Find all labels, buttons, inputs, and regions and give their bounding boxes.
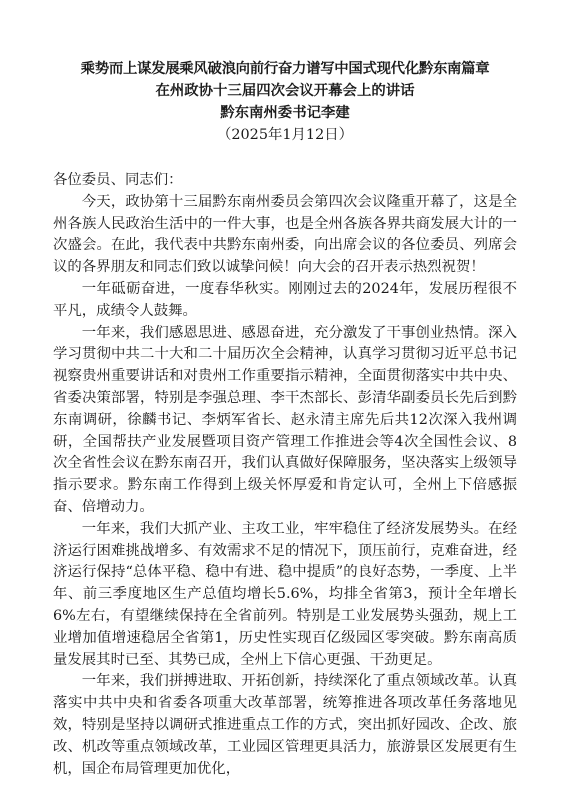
title-block [53,58,517,146]
paragraph: 一年砥砺奋进，一度春华秋实。刚刚过去的2024年，发展历程很不平凡，成绩令人鼓舞。 [53,280,517,319]
paragraph: 一年来，我们拼搏进取、开拓创新，持续深化了重点领域改革。认真落实中共中央和省委各项重大改革部署，统筹推进各项改革任务落地见效，特别是坚持以调研式推进重点工作的方式，突出抓好园改、企改、旅改、机改等重点领域改革，工业园区管理更具活力，旅游景区发展更有生机，国企布局管理更加优化， [53,673,517,777]
paragraph: 一年来，我们大抓产业、主攻工业，牢牢稳住了经济发展势头。在经济运行困难挑战增多、有效需求不足的情况下，顶压前行，克难奋进，经济运行保持“总体平稳、稳中有进、稳中提质”的良好态势，一季度、上半年、前三季度地区生产总值均增长5.6%，均排全省第3，预计全年增长6%左右，有望继续保持在全省前列。特别是工业发展势头强劲，规上工业增加值增速稳居全省第1，历史性实现百亿级园区零突破。黔东南高质量发展其时已至、其势已成，全州上下信心更强、干劲更足。 [53,520,517,668]
speaker-line: 黔东南州委书记李建 [220,104,350,121]
speech-subtitle: 在州政协十三届四次会议开幕会上的讲话 [155,82,415,99]
speech-title: 乘势而上谋发展乘风破浪向前行奋力谱写中国式现代化黔东南篇章 [80,60,490,77]
speech-body [53,170,517,780]
paragraph: 一年来，我们感恩思进、感恩奋进，充分激发了干事创业热情。深入学习贯彻中共二十大和二十届历次全会精神，认真学习贯彻习近平总书记视察贵州重要讲话和对贵州工作重要指示精神，全面贯彻落实中共中央、省委决策部署，特别是李强总理、李干杰部长、彭清华副委员长先后到黔东南调研，徐麟书记、李炳军省长、赵永清主席先后共12次深入我州调研，全国帮扶产业发展暨项目资产管理工作推进会等4次全国性会议、8次全省性会议在黔东南召开，我们认真做好保障服务，坚决落实上级领导指示要求。黔东南工作得到上级关怀厚爱和肯定认可，全州上下倍感振奋、倍增动力。 [53,324,517,515]
speech-date: （2025年1月12日） [216,127,354,143]
salutation: 各位委员、同志们： [53,172,183,188]
paragraph: 今天，政协第十三届黔东南州委员会第四次会议隆重开幕了，这是全州各族人民政治生活中的一件大事，也是全州各族各界共商发展大计的一次盛会。在此，我代表中共黔东南州委，向出席会议的各位委员、列席会议的各界朋友和同志们致以诚挚问候！向大会的召开表示热烈祝贺！ [53,193,517,276]
